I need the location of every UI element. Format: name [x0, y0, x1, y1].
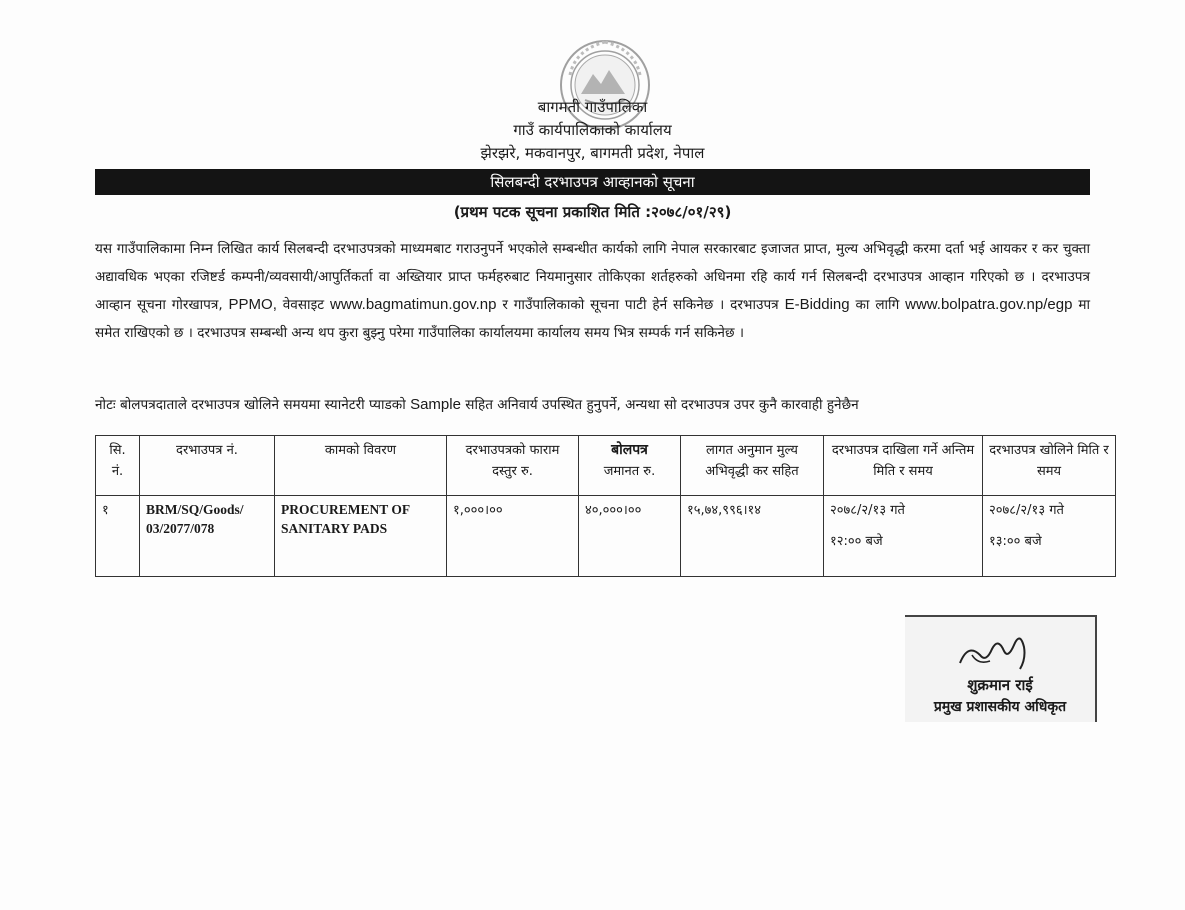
ebidding-text: E-Bidding: [784, 296, 850, 313]
body-text-1: यस गाउँपालिकामा निम्न लिखित कार्य सिलबन्दी दरभाउपत्रको माध्यमबाट गराउनुपर्ने भएकोले सम्बन्धीत कार्यको लागि नेपाल सरकारबाट इजाजत प्राप्त, मुल्य अभिवृद्धी करमा दर्ता भई आयकर र कर चुक्ता अद्यावधिक भएका रजिष्टर्ड कम्पनी/व्यवसायी/आपुर्तिकर्ता वा अख्तियार प्राप्त फर्महरुबाट नियमानुसार तोकिएका शर्तहरुको अधिनमा रहि कार्य गर्न सिलबन्दी दरभाउपत्र आव्हान गरिएको छ । दरभाउपत्र आव्हान सूचना गोरखापत्र,: [95, 241, 1090, 313]
note-sample-text: Sample: [410, 396, 461, 413]
body-text-3: र गाउँपालिकाको सूचना पाटी हेर्न सकिनेछ । दरभाउपत्र: [502, 297, 779, 313]
publication-date: (प्रथम पटक सूचना प्रकाशित मिति :२०७८/०१/२९): [453, 203, 732, 221]
header-submission: दरभाउपत्र दाखिला गर्ने अन्तिम मिति र समय: [824, 436, 983, 496]
header-bid-security-sub: जमानत रु.: [603, 464, 656, 479]
cell-submission: [824, 496, 983, 577]
municipality-website-link[interactable]: www.bagmatimun.gov.np: [329, 296, 497, 313]
cell-cost-estimate: १५,७४,९९६।१४: [681, 496, 824, 577]
header-opening: दरभाउपत्र खोलिने मिति र समय: [983, 436, 1116, 496]
header-bid-security-title: बोलपत्र: [611, 442, 648, 458]
header-bid-security: [579, 436, 681, 496]
cell-sn: १: [96, 496, 140, 577]
table-row: [96, 496, 1116, 577]
ppmo-text: PPMO,: [228, 296, 277, 313]
cell-description: PROCUREMENT OF SANITARY PADS: [275, 496, 447, 577]
table-header-row: [96, 436, 1116, 496]
header-form-fee: दरभाउपत्रको फाराम दस्तुर रु.: [447, 436, 579, 496]
cell-bid-no: BRM/SQ/Goods/ 03/2077/078: [140, 496, 275, 577]
signature-block: [905, 615, 1097, 722]
bid-table: [95, 435, 1116, 577]
notice-title-banner: सिलबन्दी दरभाउपत्र आव्हानको सूचना: [95, 169, 1090, 195]
handwritten-signature-icon: [950, 625, 1040, 675]
opening-time: १३:०० बजे: [989, 534, 1042, 549]
submission-time: १२:०० बजे: [830, 534, 883, 549]
cell-bid-security: ४०,०००।००: [579, 496, 681, 577]
cell-opening: [983, 496, 1116, 577]
note-text-2: सहित अनिवार्य उपस्थित हुनुपर्ने, अन्यथा सो दरभाउपत्र उपर कुनै कारवाही हुनेछैन: [465, 397, 859, 413]
header-cost-estimate: लागत अनुमान मुल्य अभिवृद्धी कर सहित: [681, 436, 824, 496]
bolpatra-website-link[interactable]: www.bolpatra.gov.np/egp: [905, 296, 1073, 313]
municipality-name: बागमती गाउँपालिका: [537, 98, 648, 116]
header-description: कामको विवरण: [275, 436, 447, 496]
body-text-4: का लागि: [855, 297, 900, 313]
signatory-name: शुक्रमान राई: [967, 676, 1033, 694]
submission-date: २०७८/२/१३ गते: [830, 503, 905, 518]
note: [95, 393, 1115, 417]
body-text-5: मा समेत राखिएको छ । दरभाउपत्र सम्बन्धी अन्य थप कुरा बुझ्नु परेमा गाउँपालिका कार्यालयमा कार्यालय समय भित्र सम्पर्क गर्न सकिनेछ ।: [95, 297, 1090, 341]
signatory-title: प्रमुख प्रशासकीय अधिकृत: [933, 699, 1067, 715]
notice-body: [95, 235, 1090, 347]
header-sn: सि. नं.: [96, 436, 140, 496]
letterhead: [0, 96, 1185, 165]
body-text-2: वेवसाइट: [282, 297, 325, 313]
opening-date: २०७८/२/१३ गते: [989, 503, 1064, 518]
office-name: गाउँ कार्यपालिकाको कार्यालय: [513, 121, 672, 139]
note-text-1: नोटः बोलपत्रदाताले दरभाउपत्र खोलिने समयमा स्यानेटरी प्याडको: [95, 397, 406, 413]
office-address: झेरझरे, मकवानपुर, बागमती प्रदेश, नेपाल: [480, 144, 705, 162]
header-bid-no: दरभाउपत्र नं.: [140, 436, 275, 496]
cell-form-fee: १,०००।००: [447, 496, 579, 577]
